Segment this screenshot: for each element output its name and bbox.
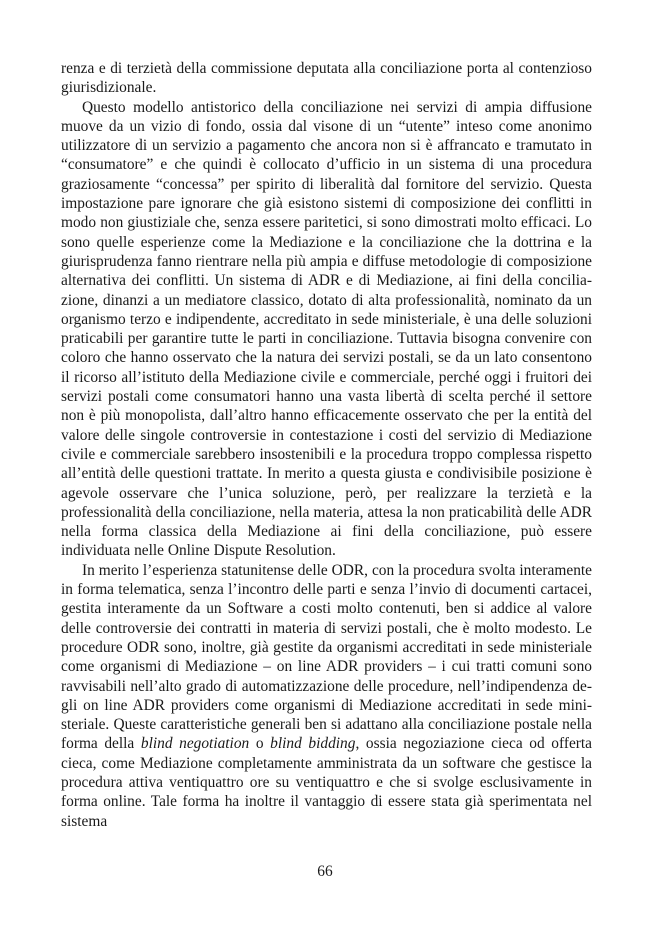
- paragraph-continuation: renza e di terzietà della commissione deputata alla conciliazione porta al contenzioso giurisdizionale.: [61, 60, 592, 97]
- paragraph-odr-experience: [61, 561, 592, 831]
- paragraph-text-after: , ossia negoziazione cieca od offerta cieca, come Mediazione completamente amministrata da un software che gestisce la procedura attiva ventiquattro ore su ventiquattro e che si svolge esclusivamente in forma online. Tale forma ha inoltre il vantaggio di essere stata già sperimentata nel sistema: [61, 735, 593, 830]
- paragraph-text-before: In merito l’esperienza statunitense delle ODR, con la procedura svolta interamente in forma telematica, senza l’incontro delle parti e senza l’invio di documenti cartacei, gestita interamente da un Software a costi molto contenuti, ben si addice al valore delle controversie dei contratti in materia di servizi postali, che è molto modesto. Le procedure ODR sono, inoltre, già gestite da organismi accreditati in sede ministeriale come organismi di Mediazione – on line ADR providers – i cui tratti comuni sono ravvisabili nell’alto grado di automatizzazione delle procedure, nell’indipendenza degli on line ADR providers come organismi di Mediazione accreditati in sede ministeriale. Queste caratteristiche generali ben si adattano alla conciliazione postale nella forma della: [61, 561, 592, 753]
- paragraph-conciliation-model: Questo modello antistorico della conciliazione nei servizi di ampia diffusione muove da un vizio di fondo, ossia dal visone di un “utente” inteso come anonimo utilizzatore di un servizio a pagamento che ancora non si è affrancato e tramutato in “consumatore” e che quindi è collocato d’ufficio in un sistema di una procedura graziosamente “concessa” per spirito di liberalità dal fornitore del servizio. Questa impostazione pare ignorare che già esistono sistemi di composizione dei conflitti in modo non giustiziale che, senza essere paritetici, si sono dimostrati molto efficaci. Lo sono quelle esperienze come la Mediazione e la conciliazione che la dottrina e la giurisprudenza fanno rientrare nella più ampia e diffuse metodologie di composizione alternativa dei conflitti. Un sistema di ADR e di Mediazione, ai fini della conciliazione, dinanzi a un mediatore classico, dotato di alta professionalità, nominato da un organismo terzo e indipendente, accreditato in sede ministeriale, è una delle soluzioni praticabili per garantire tutte le parti in conciliazione. Tuttavia bisogna convenire con coloro che hanno osservato che la natura dei servizi postali, se da un lato consentono il ricorso all’istituto della Mediazione civile e commerciale, perché oggi i fruitori dei servizi postali come consumatori hanno una vasta libertà di scelta perché il settore non è più monopolista, dall’altro hanno efficacemente osservato che per la entità del valore delle singole controversie in contestazione i costi del servizio di Mediazione civile e commerciale sarebbero insostenibili e la procedura troppo complessa rispetto all’entità delle questioni trattate. In merito a questa giusta e condivisibile posizione è agevole osservare che l’unica soluzione, però, per realizzare la terzietà e la professionalità della conciliazione, nella materia, attesa la non praticabilità delle ADR nella forma classica della Mediazione ai fini della conciliazione, può essere individuata nelle Online Dispute Resolution.: [61, 98, 592, 560]
- paragraph-text-mid: o: [249, 735, 271, 753]
- page-number: 66: [317, 863, 333, 880]
- body-text: [61, 59, 592, 831]
- italic-term-blind-bidding: blind bidding: [270, 735, 356, 753]
- italic-term-blind-negotiation: blind negotiation: [140, 735, 250, 753]
